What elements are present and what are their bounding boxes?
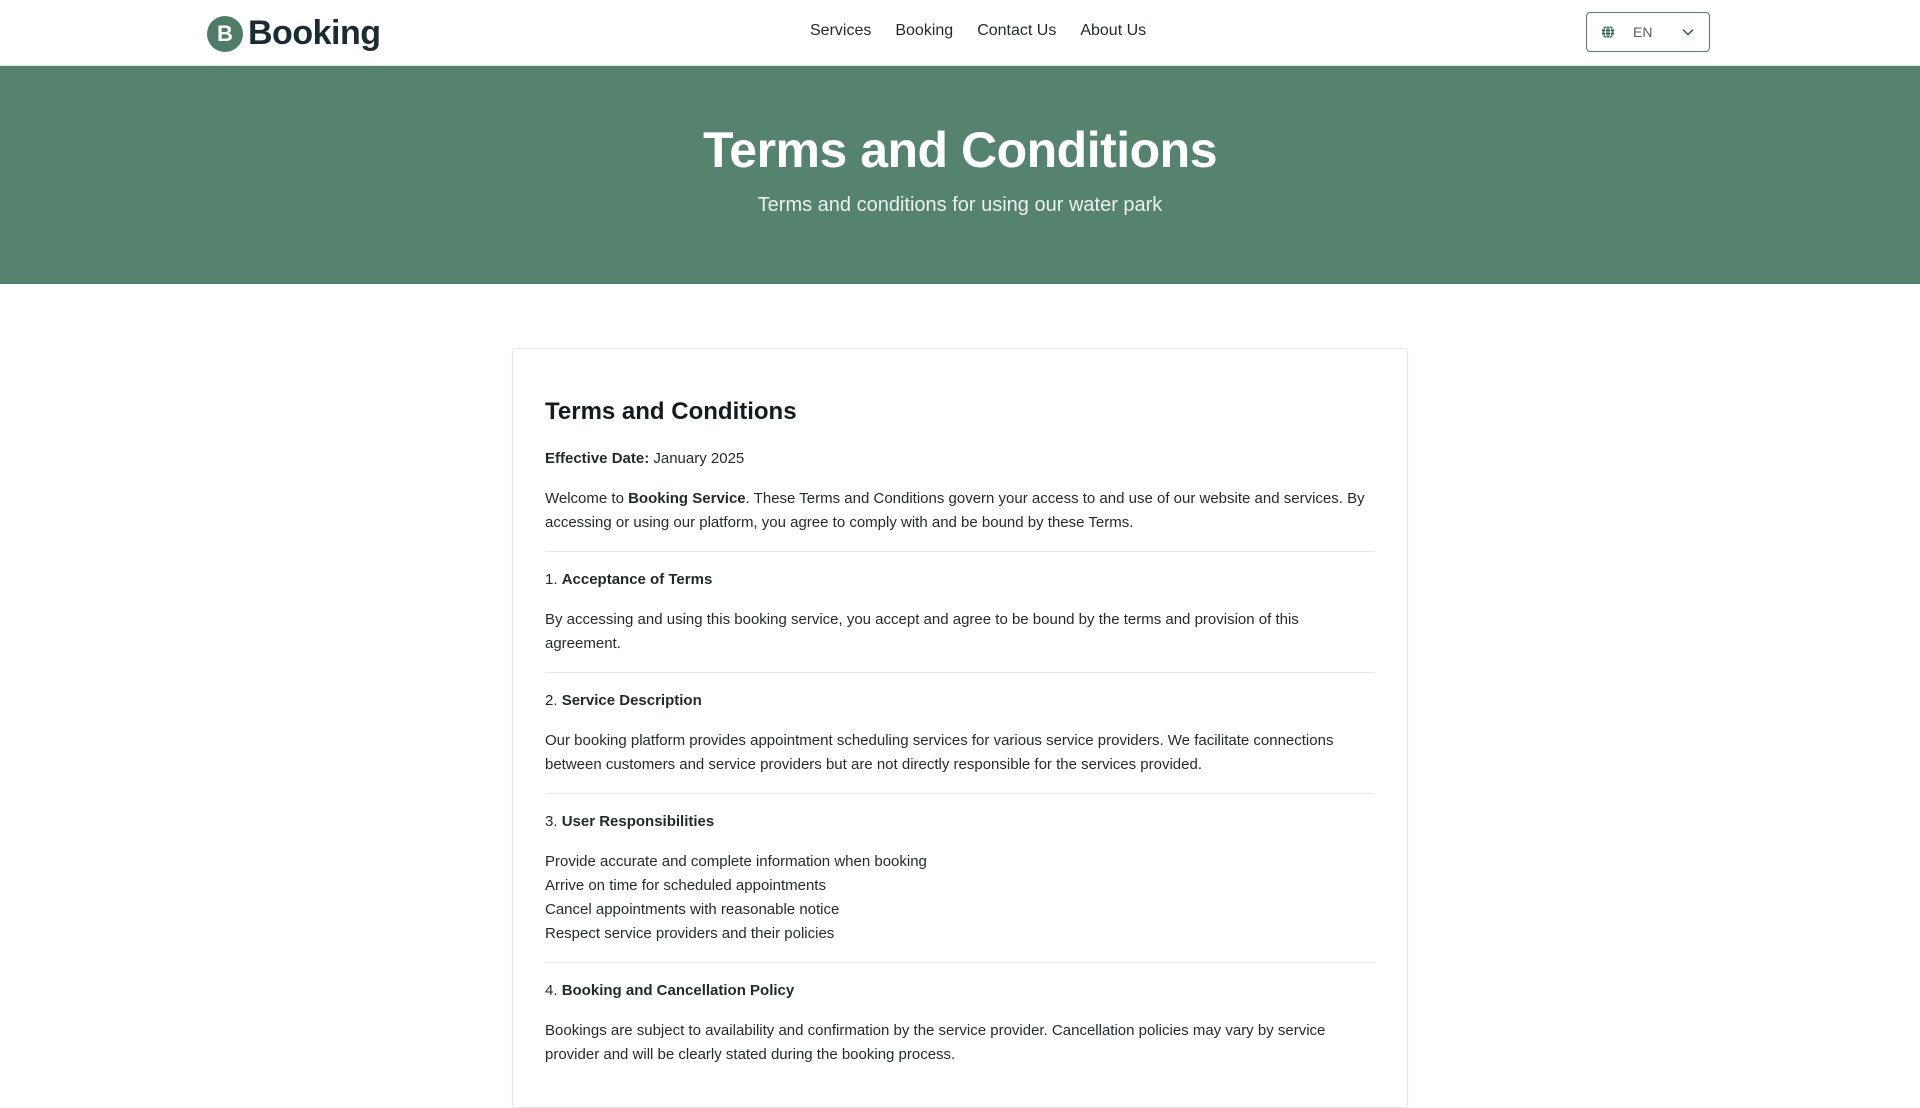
page-title: Terms and Conditions [702, 122, 1218, 178]
nav-link-booking[interactable]: Booking [895, 22, 954, 39]
chevron-down-icon [1681, 25, 1695, 39]
main-nav [810, 22, 1146, 40]
section-divider [545, 672, 1375, 673]
nav-link-contact-us[interactable]: Contact Us [977, 22, 1057, 39]
intro-paragraph: Welcome to Booking Service. These Terms and Conditions govern your access to and use of our website and services. By accessing or using our platform, you agree to comply with and be bound by these Terms. [545, 490, 1365, 531]
section-divider [545, 551, 1375, 552]
list-item: Provide accurate and complete information when booking [545, 853, 927, 870]
section-4-title: 4. Booking and Cancellation Policy [545, 982, 795, 999]
list-item: Cancel appointments with reasonable notice [545, 901, 840, 918]
logo-mark: B [207, 16, 243, 52]
section-divider [545, 962, 1375, 963]
terms-heading: Terms and Conditions [545, 398, 797, 425]
section-3-title: 3. User Responsibilities [545, 813, 715, 830]
nav-link-services[interactable]: Services [810, 22, 872, 39]
hero-banner [0, 66, 1920, 284]
nav-link-about-us[interactable]: About Us [1080, 22, 1147, 39]
effective-date-label: Effective Date: [545, 450, 650, 467]
language-selector[interactable] [1586, 12, 1710, 52]
list-item: Arrive on time for scheduled appointments [545, 877, 826, 894]
terms-card [512, 348, 1408, 1108]
responsibilities-list [545, 850, 1375, 946]
language-code: EN [1633, 24, 1653, 40]
page-subtitle: Terms and conditions for using our water park [757, 194, 1163, 216]
section-divider [545, 793, 1375, 794]
brand-name: Booking Service [628, 490, 746, 507]
top-navigation-bar [0, 0, 1920, 66]
section-2-body: Our booking platform provides appointment scheduling services for various service providers. We facilitate connections between customers and service providers but are not directly responsible for the services provided. [545, 732, 1334, 773]
section-1-title: 1. Acceptance of Terms [545, 571, 713, 588]
effective-date-value: January 2025 [653, 450, 745, 467]
logo[interactable] [207, 15, 380, 52]
logo-text: Booking [248, 14, 381, 52]
globe-icon [1601, 25, 1615, 39]
effective-date [545, 447, 1375, 471]
section-4-body: Bookings are subject to availability and confirmation by the service provider. Cancellation policies may vary by service provider and will be clearly stated during the booking process. [545, 1022, 1326, 1063]
section-2-title: 2. Service Description [545, 692, 702, 709]
list-item: Respect service providers and their policies [545, 925, 835, 942]
section-1-body: By accessing and using this booking service, you accept and agree to be bound by the terms and provision of this agreement. [545, 611, 1299, 652]
